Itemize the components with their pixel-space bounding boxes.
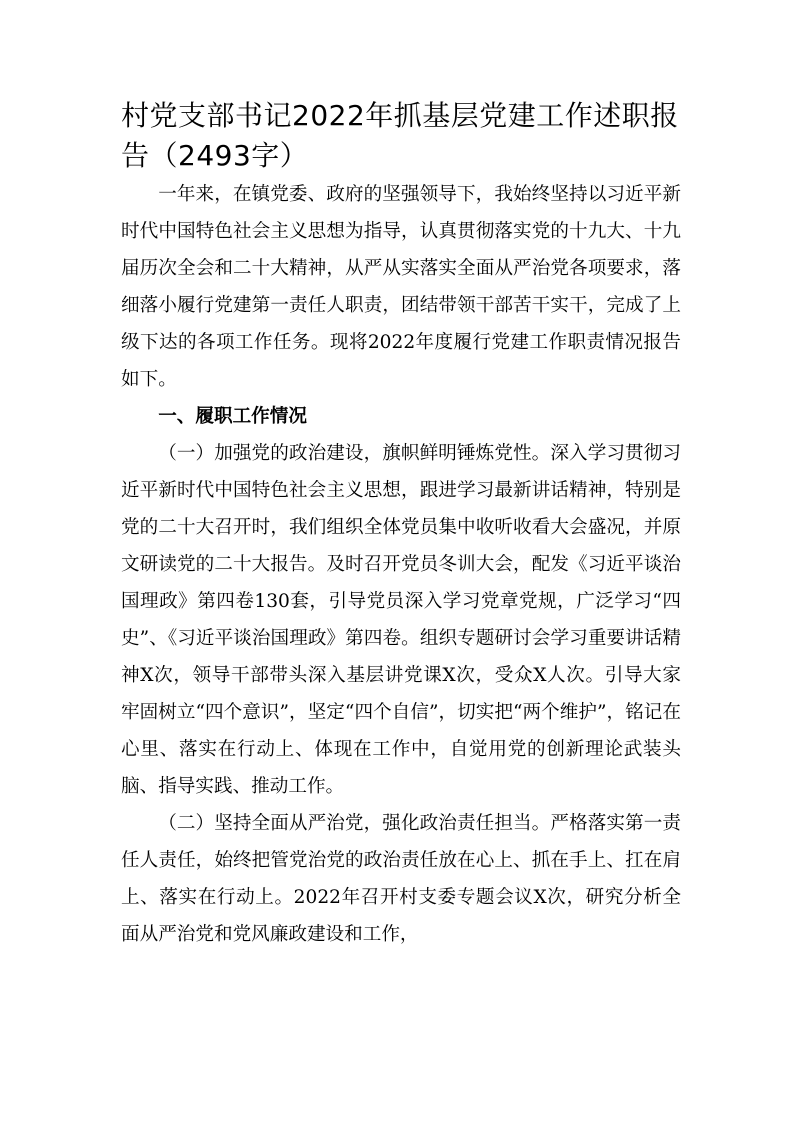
section-heading: 一、履职工作情况 (158, 406, 307, 427)
document-title: 村党支部书记2022年抓基层党建工作述职报告（2493字） (121, 99, 679, 172)
document-body (121, 176, 681, 953)
paragraph-party-discipline: （二）坚持全面从严治党，强化政治责任担当。严格落实第一责任人责任，始终把管党治党的政治责任放在心上、抓在手上、扛在肩上、落实在行动上。2022年召开村支委专题会议X次，研究分析全面从严治党和党风廉政建设和工作， (121, 813, 681, 945)
intro-paragraph: 一年来，在镇党委、政府的坚强领导下，我始终坚持以习近平新时代中国特色社会主义思想为指导，认真贯彻落实党的十九大、十九届历次全会和二十大精神，从严从实落实全面从严治党各项要求，落细落小履行党建第一责任人职责，团结带领干部苦干实干，完成了上级下达的各项工作任务。现将2022年度履行党建工作职责情况报告如下。 (121, 184, 681, 390)
paragraph-political-building: （一）加强党的政治建设，旗帜鲜明锤炼党性。深入学习贯彻习近平新时代中国特色社会主义思想，跟进学习最新讲话精神，特别是党的二十大召开时，我们组织全体党员集中收听收看大会盛况，并原文研读党的二十大报告。及时召开党员冬训大会，配发《习近平谈治国理政》第四卷130套，引导党员深入学习党章党规，广泛学习“四史”、《习近平谈治国理政》第四卷。组织专题研讨会学习重要讲话精神X次，领导干部带头深入基层讲党课X次，受众X人次。引导大家牢固树立“四个意识”，坚定“四个自信”，切实把“两个维护”，铭记在心里、落实在行动上、体现在工作中，自觉用党的创新理论武装头脑、指导实践、推动工作。 (121, 443, 681, 797)
